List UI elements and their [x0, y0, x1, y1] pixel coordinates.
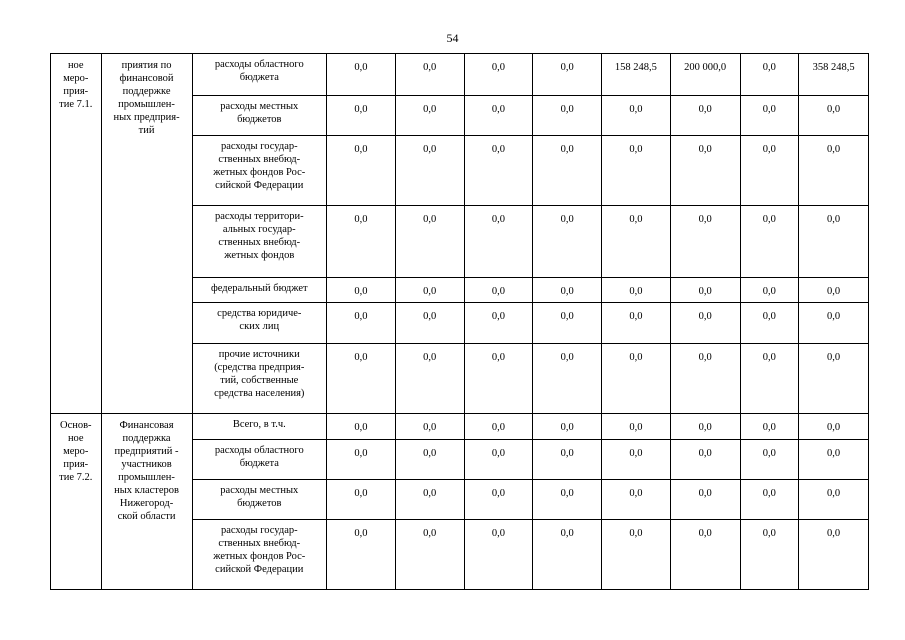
value-cell: 0,0: [395, 414, 464, 440]
value-cell: 0,0: [327, 344, 396, 414]
value-cell: 0,0: [799, 206, 869, 278]
funding-source-cell: расходы местных бюджетов: [192, 96, 326, 136]
value-cell: 0,0: [464, 136, 533, 206]
value-cell: 0,0: [602, 303, 671, 344]
value-cell: 0,0: [670, 303, 740, 344]
funding-source-cell: расходы государ- ственных внебюд- жетных фондов Рос- сийской Федерации: [192, 520, 326, 590]
value-cell: 0,0: [740, 414, 799, 440]
table-row: [51, 414, 869, 440]
value-cell: 0,0: [670, 344, 740, 414]
value-cell: 0,0: [740, 303, 799, 344]
value-cell: 0,0: [327, 54, 396, 96]
value-cell: 0,0: [670, 136, 740, 206]
value-cell: 0,0: [670, 414, 740, 440]
value-cell: 0,0: [327, 480, 396, 520]
funding-source-cell: прочие источники (средства предприя- тий, собственные средства населения): [192, 344, 326, 414]
value-cell: 0,0: [533, 303, 602, 344]
value-cell: 0,0: [327, 206, 396, 278]
value-cell: 0,0: [740, 480, 799, 520]
value-cell: 0,0: [799, 344, 869, 414]
value-cell: 0,0: [327, 440, 396, 480]
funding-source-cell: расходы территори- альных государ- ственных внебюд- жетных фондов: [192, 206, 326, 278]
value-cell: 0,0: [395, 520, 464, 590]
value-cell: 0,0: [395, 480, 464, 520]
value-cell: 0,0: [670, 440, 740, 480]
value-cell: 0,0: [602, 520, 671, 590]
value-cell: 0,0: [395, 303, 464, 344]
value-cell: 0,0: [533, 440, 602, 480]
value-cell: 0,0: [799, 440, 869, 480]
value-cell: 0,0: [740, 278, 799, 303]
value-cell: 158 248,5: [602, 54, 671, 96]
value-cell: 0,0: [464, 303, 533, 344]
value-cell: 0,0: [464, 278, 533, 303]
funding-source-cell: средства юридиче- ских лиц: [192, 303, 326, 344]
value-cell: 0,0: [670, 206, 740, 278]
event-name-cell: Финансовая поддержка предприятий - участников промышлен- ных кластеров Нижегород- ской области: [101, 414, 192, 590]
funding-table: [50, 53, 869, 590]
value-cell: 0,0: [740, 520, 799, 590]
value-cell: 0,0: [533, 480, 602, 520]
value-cell: 0,0: [670, 278, 740, 303]
value-cell: 0,0: [327, 96, 396, 136]
value-cell: 0,0: [395, 136, 464, 206]
value-cell: 0,0: [327, 278, 396, 303]
value-cell: 0,0: [799, 303, 869, 344]
value-cell: 0,0: [533, 54, 602, 96]
value-cell: 0,0: [533, 96, 602, 136]
value-cell: 0,0: [464, 96, 533, 136]
value-cell: 0,0: [395, 54, 464, 96]
value-cell: 0,0: [395, 206, 464, 278]
value-cell: 0,0: [327, 136, 396, 206]
event-code-cell: ное меро- прия- тие 7.1.: [51, 54, 102, 414]
value-cell: 0,0: [464, 480, 533, 520]
funding-source-cell: расходы государ- ственных внебюд- жетных фондов Рос- сийской Федерации: [192, 136, 326, 206]
value-cell: 0,0: [327, 520, 396, 590]
value-cell: 0,0: [799, 96, 869, 136]
value-cell: 0,0: [464, 206, 533, 278]
value-cell: 0,0: [602, 344, 671, 414]
value-cell: 0,0: [740, 206, 799, 278]
value-cell: 0,0: [464, 344, 533, 414]
value-cell: 0,0: [740, 440, 799, 480]
value-cell: 0,0: [533, 278, 602, 303]
value-cell: 0,0: [602, 480, 671, 520]
value-cell: 0,0: [740, 136, 799, 206]
value-cell: 0,0: [464, 520, 533, 590]
value-cell: 0,0: [799, 480, 869, 520]
value-cell: 0,0: [533, 414, 602, 440]
funding-source-cell: расходы областного бюджета: [192, 54, 326, 96]
page-number: 54: [446, 31, 459, 45]
value-cell: 0,0: [670, 520, 740, 590]
value-cell: 0,0: [799, 414, 869, 440]
value-cell: 0,0: [327, 414, 396, 440]
value-cell: 0,0: [670, 96, 740, 136]
value-cell: 0,0: [464, 54, 533, 96]
value-cell: 0,0: [464, 440, 533, 480]
value-cell: 0,0: [670, 480, 740, 520]
value-cell: 0,0: [533, 344, 602, 414]
value-cell: 0,0: [533, 136, 602, 206]
event-name-cell: приятия по финансовой поддержке промышлен- ных предприя- тий: [101, 54, 192, 414]
value-cell: 0,0: [740, 344, 799, 414]
value-cell: 0,0: [602, 414, 671, 440]
value-cell: 0,0: [533, 206, 602, 278]
table-row: [51, 54, 869, 96]
value-cell: 0,0: [602, 440, 671, 480]
funding-source-cell: федеральный бюджет: [192, 278, 326, 303]
event-code-cell: Основ- ное меро- прия- тие 7.2.: [51, 414, 102, 590]
value-cell: 0,0: [799, 136, 869, 206]
value-cell: 0,0: [602, 96, 671, 136]
value-cell: 0,0: [395, 278, 464, 303]
value-cell: 0,0: [395, 96, 464, 136]
value-cell: 0,0: [602, 206, 671, 278]
value-cell: 0,0: [395, 344, 464, 414]
value-cell: 0,0: [602, 278, 671, 303]
funding-source-cell: Всего, в т.ч.: [192, 414, 326, 440]
value-cell: 0,0: [799, 520, 869, 590]
value-cell: 0,0: [740, 96, 799, 136]
value-cell: 358 248,5: [799, 54, 869, 96]
value-cell: 0,0: [464, 414, 533, 440]
value-cell: 0,0: [799, 278, 869, 303]
value-cell: 0,0: [327, 303, 396, 344]
funding-source-cell: расходы местных бюджетов: [192, 480, 326, 520]
value-cell: 0,0: [602, 136, 671, 206]
value-cell: 0,0: [533, 520, 602, 590]
value-cell: 0,0: [740, 54, 799, 96]
value-cell: 0,0: [395, 440, 464, 480]
value-cell: 200 000,0: [670, 54, 740, 96]
funding-source-cell: расходы областного бюджета: [192, 440, 326, 480]
